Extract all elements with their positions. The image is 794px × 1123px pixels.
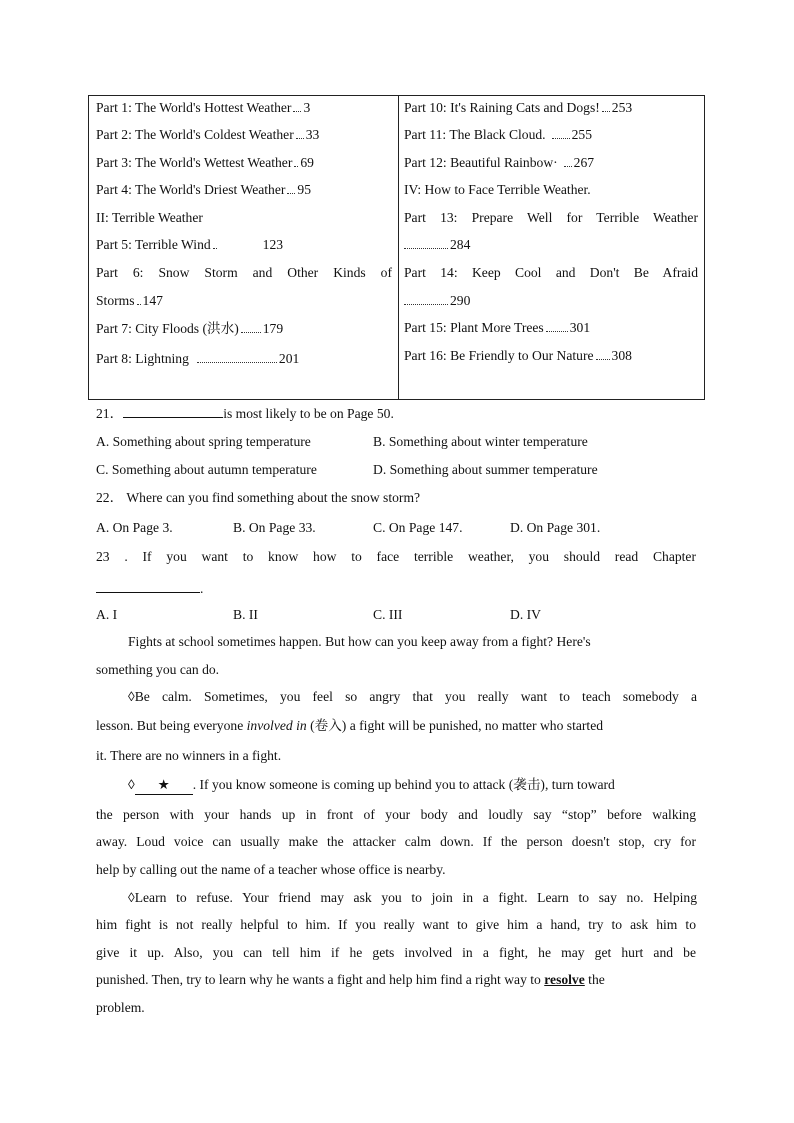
option-a[interactable]: A. I: [96, 607, 118, 622]
passage-line: punished. Then, try to learn why he wants a fight and help him find a right way to resolve the: [96, 972, 605, 987]
missing-sentence-blank[interactable]: [135, 776, 193, 795]
toc-right-item: Part 10: It's Raining Cats and Dogs! 253: [404, 100, 633, 115]
passage-point-2: ◊ ★ . If you know someone is coming up behind you to attack (袭击), turn toward: [128, 776, 615, 795]
passage-point-1: ◊Be calm. Sometimes, you feel so angry that you really want to teach somebody a: [128, 689, 697, 704]
option-d[interactable]: D. On Page 301.: [510, 520, 601, 535]
toc-right-item: Part 13: Prepare Well for Terrible Weather: [404, 210, 698, 225]
passage-line: the person with your hands up in front of your body and loudly say “stop” before walking: [96, 807, 696, 822]
passage-line: lesson. But being everyone involved in (卷入) a fight will be punished, no matter who started: [96, 718, 604, 733]
toc-right-item: Part 16: Be Friendly to Our Nature 308: [404, 348, 632, 363]
toc-left-item: Part 5: Terrible Wind 123: [96, 237, 284, 252]
option-c[interactable]: C. On Page 147.: [373, 520, 463, 535]
passage-line: problem.: [96, 1000, 145, 1015]
star-icon: ★: [157, 777, 170, 792]
option-a[interactable]: A. On Page 3.: [96, 520, 173, 535]
question-22: 22． Where can you find something about the snow storm?: [96, 490, 421, 505]
toc-left-item: Part 7: City Floods (洪水) 179: [96, 321, 284, 336]
keyword-resolve: resolve: [544, 972, 585, 987]
option-b[interactable]: B. On Page 33.: [233, 520, 316, 535]
passage-line: it. There are no winners in a fight.: [96, 748, 282, 763]
option-b[interactable]: B. Something about winter temperature: [373, 434, 588, 449]
toc-section-heading: II: Terrible Weather: [96, 210, 203, 225]
passage-line: away. Loud voice can usually make the attacker calm down. If the person doesn't stop, cry for: [96, 834, 696, 849]
passage-point-3: ◊Learn to refuse. Your friend may ask you to join in a fight. Learn to say no. Helping: [128, 890, 697, 905]
toc-left-item: Part 4: The World's Driest Weather 95: [96, 182, 311, 197]
toc-left-item: Part 3: The World's Wettest Weather 69: [96, 155, 314, 170]
toc-right-item: Part 15: Plant More Trees 301: [404, 320, 591, 335]
answer-blank[interactable]: [123, 403, 223, 418]
toc-left-item: Part 8: Lightning 201: [96, 351, 300, 366]
toc-section-heading: IV: How to Face Terrible Weather.: [404, 182, 591, 197]
toc-left-item: Part 2: The World's Coldest Weather 33: [96, 127, 320, 142]
toc-right-item: Part 12: Beautiful Rainbow· 267: [404, 155, 595, 170]
toc-right-item: 284: [404, 236, 698, 254]
option-c[interactable]: C. III: [373, 607, 403, 622]
passage-intro-line: something you can do.: [96, 662, 220, 677]
question-23: 23 . If you want to know how to face terrible weather, you should read Chapter: [96, 549, 696, 564]
passage-intro-line: Fights at school sometimes happen. But how can you keep away from a fight? Here's: [128, 634, 591, 649]
toc-left-item: Part 1: The World's Hottest Weather 3: [96, 100, 311, 115]
question-23-blank-line: .: [96, 578, 203, 598]
passage-line: give it up. Also, you can tell him if he gets involved in a fight, he may get hurt and be: [96, 945, 696, 960]
column-divider: [398, 96, 399, 399]
passage-line: help by calling out the name of a teacher whose office is nearby.: [96, 862, 446, 877]
question-21: 21． is most likely to be on Page 50.: [96, 403, 394, 423]
option-c[interactable]: C. Something about autumn temperature: [96, 462, 317, 477]
option-b[interactable]: B. II: [233, 607, 258, 622]
option-d[interactable]: D. IV: [510, 607, 541, 622]
toc-right-item: Part 14: Keep Cool and Don't Be Afraid: [404, 265, 698, 280]
toc-right-item: 290: [404, 292, 698, 310]
contents-table: [88, 95, 705, 400]
toc-left-item: Part 6: Snow Storm and Other Kinds of: [96, 265, 392, 280]
option-d[interactable]: D. Something about summer temperature: [373, 462, 598, 477]
toc-left-item: Storms 147: [96, 293, 163, 308]
answer-blank[interactable]: [96, 578, 200, 593]
toc-right-item: Part 11: The Black Cloud. 255: [404, 127, 592, 142]
passage-line: him fight is not really helpful to him. If you really want to give him a hand, try to ask him to: [96, 917, 696, 932]
option-a[interactable]: A. Something about spring temperature: [96, 434, 311, 449]
